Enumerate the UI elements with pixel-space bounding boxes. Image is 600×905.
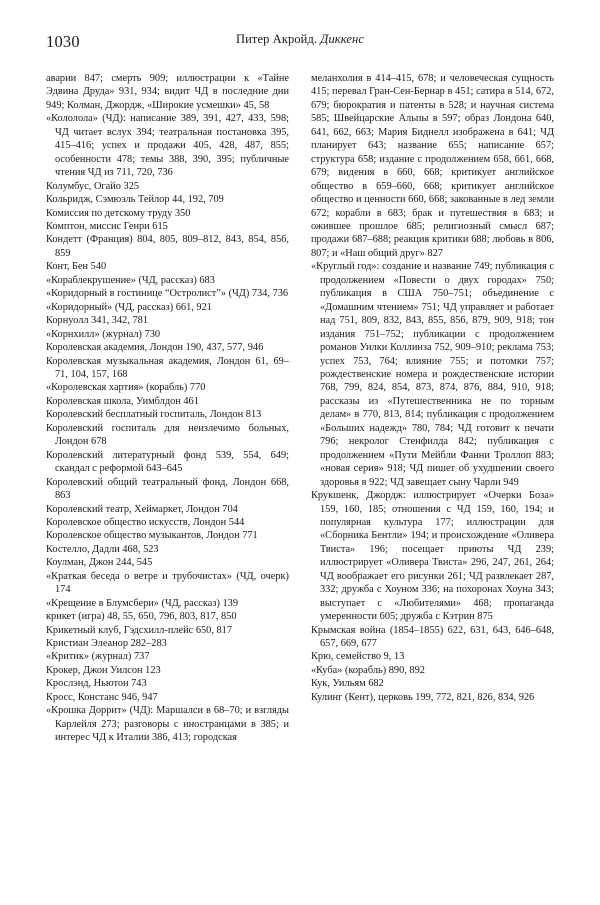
index-entry: Королевское общество музыкантов, Лондон 771 xyxy=(46,530,258,542)
index-entry: Королевский бесплатный госпиталь, Лондон 813 xyxy=(46,409,262,421)
index-entry: «Кораблекрушение» (ЧД, рассказ) 683 xyxy=(46,274,215,286)
running-title xyxy=(0,32,600,47)
index-entry: Конт, Бен 540 xyxy=(46,261,107,273)
index-entry: «Кололола» (ЧД): написание 389, 391, 427, 433, 598; ЧД читает вслух 394; театральная постановка 395, 415–416; успех и продажи 405, 428, 487, 855; особенности 478; темы 388, 390, 395; публичные чтения ЧД из 711, 720, 736 xyxy=(46,113,289,179)
index-entry: «Крошка Доррит» (ЧД): Маршалси в 68–70; и взгляды Карлейля 273; разговоры с иностранцами в 385; и интерес ЧД к Италии 386, 413; городская xyxy=(46,705,289,744)
index-entry: Кольридж, Сэмюэль Тейлор 44, 192, 709 xyxy=(46,194,224,206)
index-entry: Комптон, миссис Генри 615 xyxy=(46,220,168,232)
index-entry: «Круглый год»: создание и название 749; публикация с продолжением «Повести о двух городах» 750; публикация в США 750–751; объединение с «Домашним чтением» 751; ЧД управляет и работает над 751, 809, 832, 843, 855, 856, 879, 909, 918; тон издания 751–752; публикации с продолжением романов Уилки Коллинза 752, 909–910; реклама 753; успех 753, 764; влияние 755; и потомки 757; рождественские номера и рождественские истории 768, 799, 824, 854, 873, 874, 876, 884, 910, 918; рассказы из «Путешественника не по торным делам» в 770, 813, 814; публикация с продолжением «Больших надежд» 780, 784; ЧД готовит к печати 796; некролог Стенфилда 842; публикация с продолжением «Пути Мейбли Фанни Троллоп 883; «новая серия» 918; ЧД пишет об ухудшении своего здоровья в 922; ЧД завещает сыну Чарли 949 xyxy=(311,261,554,488)
index-entry: Коулман, Джон 244, 545 xyxy=(46,557,153,569)
page-header xyxy=(0,32,600,54)
index-columns xyxy=(46,72,554,882)
index-entry: «Критик» (журнал) 737 xyxy=(46,651,150,663)
index-entry: Колумбус, Огайо 325 xyxy=(46,180,140,192)
index-entry: Крю, семейство 9, 13 xyxy=(311,651,405,663)
index-entry: Крукшенк, Джордж: иллюстрирует «Очерки Боза» 159, 160, 185; отношения с ЧД 159, 160, 194; и популярная культура 177; иллюстрации для «Сборника Бентли» 194; и происхождение «Оливера Твиста» 196; посещает приюты ЧД 239; иллюстрирует «Оливера Твиста» 296, 247, 261, 264; ЧД воображает его рисунки 261; ЧД развлекает 287, 332; дружба с Хоуном 336; на похоронах Хоуна 343; выступает с «Любителями» 468; пропаганда умеренности 605; дружба с Кэтрин 875 xyxy=(311,490,554,623)
index-entry: Крослэнд, Ньютон 743 xyxy=(46,678,147,690)
index-entry: «Корнхилл» (журнал) 730 xyxy=(46,328,161,340)
index-entry: крикет (игра) 48, 55, 650, 796, 803, 817, 850 xyxy=(46,611,237,623)
page-number: 1030 xyxy=(46,32,80,51)
index-entry: Кросс, Констанс 946, 947 xyxy=(46,691,158,703)
running-title-work: Диккенс xyxy=(320,32,364,46)
index-entry: Королевская школа, Уимблдон 461 xyxy=(46,395,199,407)
index-entry: Королевский театр, Хеймаркет, Лондон 704 xyxy=(46,503,238,515)
running-title-author: Питер Акройд. xyxy=(235,32,318,46)
index-column-left xyxy=(46,72,289,882)
index-entry: Крикетный клуб, Гэдсхилл-плейс 650, 817 xyxy=(46,624,233,636)
index-entry: аварии 847; смерть 909; иллюстрации к «Тайне Эдвина Друда» 931, 934; видит ЧД в последние дни 949; Колман, Джордж, «Широкие усмешки» 45, 58 xyxy=(46,73,289,111)
index-entry: Крымская война (1854–1855) 622, 631, 643, 646–648, 657, 669, 677 xyxy=(311,624,554,650)
index-entry: «Королевская хартия» (корабль) 770 xyxy=(46,382,206,394)
index-entry: Кулинг (Кент), церковь 199, 772, 821, 826, 834, 926 xyxy=(311,691,535,703)
index-entry: Комиссия по детскому труду 350 xyxy=(46,207,191,219)
index-entry: меланхолия в 414–415, 678; и человеческая сущность 415; перевал Гран-Сен-Бернар в 451; сатира в 514, 672, 679; бюрократия и патенты в 528; и научная система 585; Швейцарские Альпы в 597; образ Лондона 640, 641, 662, 663; Мария Биднелл изображена в 641; ЧД планирует 643; название 655; написание 657; структура 658; издание с продолжением 658, 661, 668, 679; видения в 660, 668; критикует английское общество в 659–660, 668; критикует английское общество и ценности 660, 668; закованные в лед земли 672; корабли в 683; брак и путешествия в 683; и ожившее прошлое 685; религиозный смысл 687; продажи 687–688; реакция критики 688; любовь в 806, 807; и «Наш общий друг» 827 xyxy=(311,73,554,259)
index-entry: «Крещение в Блумсбери» (ЧД, рассказ) 139 xyxy=(46,597,238,609)
index-entry: «Куба» (корабль) 890, 892 xyxy=(311,664,425,676)
index-entry: Королевская музыкальная академия, Лондон 61, 69–71, 104, 157, 168 xyxy=(46,355,289,380)
index-entry: «Коридорный» (ЧД, рассказ) 661, 921 xyxy=(46,301,212,313)
index-entry: «Коридорный в гостинице “Остролист”» (ЧД) 734, 736 xyxy=(46,288,289,300)
index-entry: Королевский литературный фонд 539, 554, 649; скандал с реформой 643–645 xyxy=(46,449,289,475)
index-column-right xyxy=(311,72,554,882)
index-entry: «Краткая беседа о ветре и трубочистах» (ЧД, очерк) 174 xyxy=(46,570,289,596)
index-entry: Кук, Уильям 682 xyxy=(311,678,384,690)
index-entry: Королевская академия, Лондон 190, 437, 577, 946 xyxy=(46,342,264,354)
index-entry: Кондетт (Франция) 804, 805, 809–812, 843, 854, 856, 859 xyxy=(46,234,289,259)
index-entry: Костелло, Дадли 468, 523 xyxy=(46,543,159,555)
index-entry: Корнуолл 341, 342, 781 xyxy=(46,315,149,327)
index-entry: Крокер, Джон Уилсон 123 xyxy=(46,664,161,676)
index-entry: Королевский госпиталь для неизлечимо больных, Лондон 678 xyxy=(46,422,289,448)
index-entry: Королевский общий театральный фонд, Лондон 668, 863 xyxy=(46,476,289,502)
index-entry: Королевское общество искусств, Лондон 544 xyxy=(46,516,245,528)
index-entry: Кристиан Элеанор 282–283 xyxy=(46,638,167,650)
